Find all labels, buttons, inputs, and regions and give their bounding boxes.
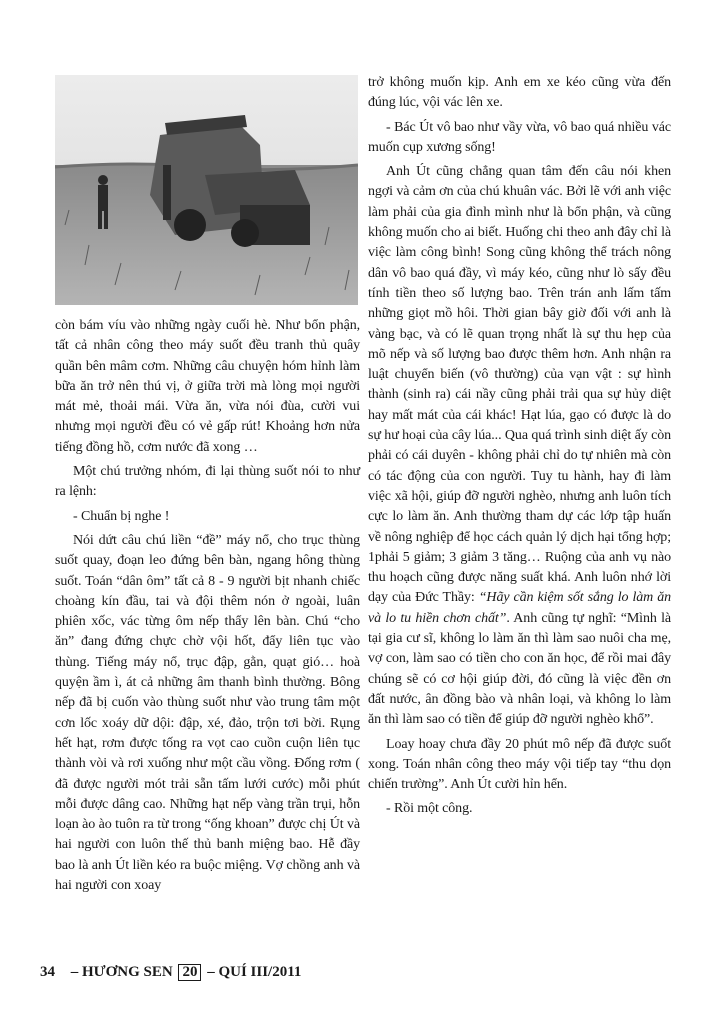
paragraph: - Bác Út vô bao như vầy vừa, vô bao quá nhiều vác muốn cụp xương sống! — [368, 119, 671, 155]
harvester-photo-icon — [55, 75, 358, 305]
paragraph-text: . Anh cũng tự nghĩ: “Mình là tại gia cư sĩ, không lo làm ăn thì làm sao nuôi cha mẹ, vợ con, làm sao có tiền cho con ăn học, để rồi mai đây chúng sẽ có cơ hội giúp đời, đó cũng là việc đền ơn đất nước, ân đồng bào và nhân loại, và không lo làm ăn thì làm sao có tiền để giúp đỡ người nghèo khổ”. — [368, 610, 671, 728]
paragraph-text: Anh Út cũng chẳng quan tâm đến câu nói khen ngợi và cảm ơn của chú khuân vác. Bởi lẽ với anh việc làm phải của gia đình mình như là bổn phận, và cũng không muốn cho ai biết. Huống chi theo anh đây chỉ là việc làm công bình! Song cũng không thể trách nông dân vô bao quá đầy, vì máy kéo, cũng như lò sấy đều tính tiền theo số lượng bao. Trên trán anh lấm tấm những giọt mồ hôi. Thời gian bây giờ đối với anh là vàng bạc, và có lẽ quan trọng nhất là sự thu hẹp của mõ nếp và số lượng bao được thêm hơn. Anh nhận ra luật chuyển biến (vô thường) của vạn vật : sự hình thành (sinh ra) cái nầy cũng phải trải qua sự hủy diệt hay mất mát của cái khác! Hạt lúa, gạo có được là do sự hư hoại của cây lúa... Qua quá trình sinh diệt ấy còn phải có cái duyên - không phải chỉ do tự nhiên mà còn có tác động của con người. Tuy tu hành, hay đi làm việc xã hội, giúp đỡ người nghèo, nhưng anh luôn tích cực lo làm ăn. Anh thường tham dự các lớp tập huấn về nông nghiệp để học cách quản lý dịch hại tổng hợp; 1phải 5 giảm; 3 giảm 3 tăng… Ruộng của anh vụ nào thu hoạch cũng được năng suất khá. Anh luôn nhớ lời dạy của Đức Thầy: — [368, 164, 671, 606]
paragraph: trở không muốn kịp. Anh em xe kéo cũng vừa đến đúng lúc, vội vác lên xe. — [368, 75, 671, 111]
magazine-name: – HƯƠNG SEN — [70, 964, 173, 980]
paragraph: Nói dứt câu chú liền “đề” máy nổ, cho trục thùng suốt quay, đoạn leo đứng bên bàn, ngang hông thùng suốt. Toán “dân ôm” tất cả 8 - 9 người bịt nhanh chiếc choàng kín đầu, tai và đội thêm nón ở ngoài, luân phiên xốc, vác từng ôm nếp thẩy lên bàn. Chú “cho ăn” đang đứng chực chờ vội hốt, đẩy liên tục vào thùng. Tiếng máy nổ, trục đập, gằn, quạt gió… hoà quyện ầm ì, át cả những âm thanh bình thường. Bông nếp đã bị cuốn vào thùng suốt như vào trung tâm một cơn lốc xoáy dữ dội: đập, xé, đảo, trộn tơi bời. Rụng hết hạt, rơm được tống ra vọt cao cuồn cuộn liên tục thành vòi và rơi xuống như một cầu vồng. Đống rơm ( đã được người mót trải sẵn tấm lưới cước) mỗi phút mỗi được dâng cao. Những hạt nếp vàng trần trụi, hỗn loạn ào ào tuôn ra từ trong “ống khoan” được chị Út và hai người con luôn thế thủ banh miệng bao. Hễ đầy bao là anh Út liền kéo ra buộc miệng. Vợ chồng anh và hai người con xoay — [55, 532, 360, 894]
left-column — [55, 316, 360, 896]
harvester-photo — [55, 75, 358, 305]
right-column — [368, 73, 671, 820]
paragraph: Loay hoay chưa đầy 20 phút mô nếp đã được suốt xong. Toán nhân công theo máy vội tiếp tay “thu dọn chiến trường”. Anh Út cười hỉn hển. — [368, 736, 671, 793]
quarter-label: – QUÍ III/2011 — [207, 964, 302, 980]
paragraph: còn bám víu vào những ngày cuối hè. Như bổn phận, tất cả nhân công theo máy suốt đều tranh thủ quây quần bên mâm cơm. Những câu chuyện hóm hỉnh làm bữa ăn trở nên thú vị, ở giữa trời mà lòng mọi người mát mẻ, thoải mái. Vừa ăn, vừa nói đùa, cười vui nhưng mọi người đều có vẻ gấp rút! Khoảng hơn nửa tiếng đồng hồ, cơm nước đã xong … — [55, 318, 360, 455]
paragraph: Một chú trưởng nhóm, đi lại thùng suốt nói to như ra lệnh: — [55, 464, 360, 500]
page-footer — [40, 964, 301, 981]
page-number: 34 — [40, 964, 55, 980]
paragraph — [368, 162, 671, 730]
paragraph: - Rồi một công. — [386, 801, 473, 817]
issue-number: 20 — [178, 964, 201, 981]
paragraph: - Chuẩn bị nghe ! — [73, 508, 170, 524]
quote: “Hãy cần kiệm sốt sắng lo làm ăn và lo tu hiền chơn chất” — [368, 590, 672, 626]
